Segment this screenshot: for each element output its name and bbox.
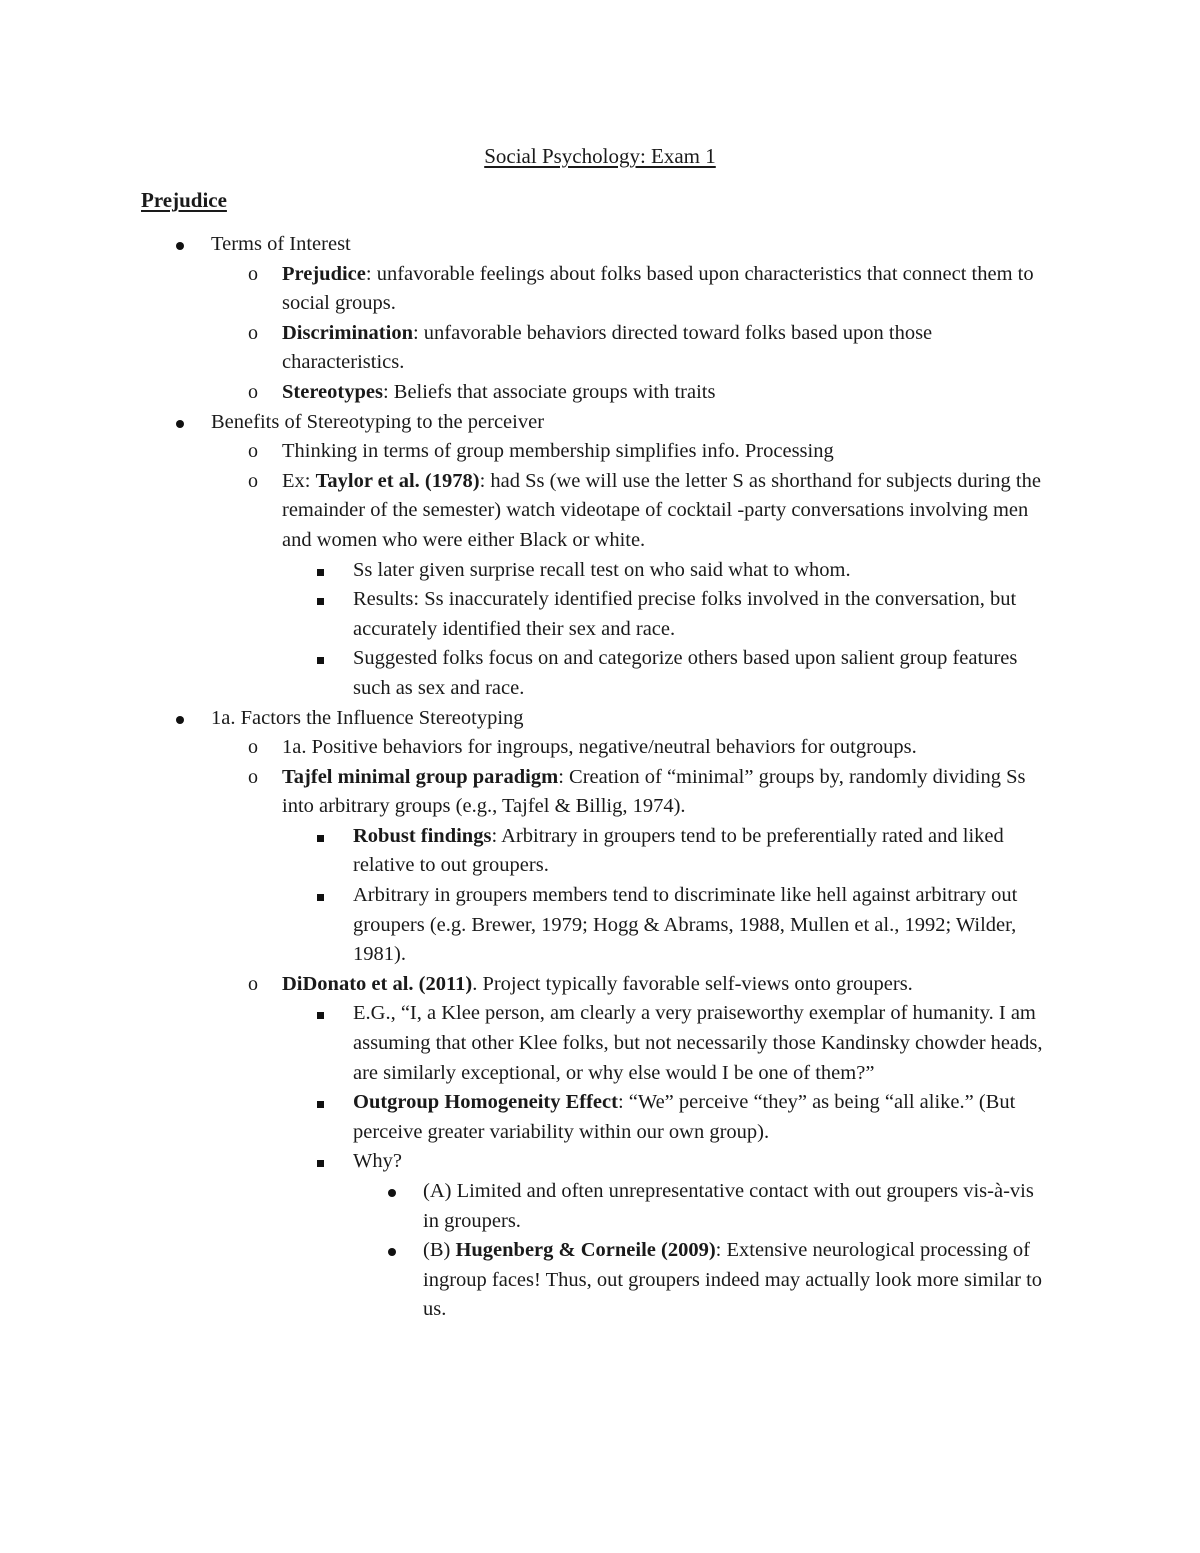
item-term: Outgroup Homogeneity Effect [353, 1091, 618, 1114]
item-term: Discrimination [282, 321, 413, 344]
bullet-marker [317, 1088, 324, 1118]
item-text: Results: Ss inaccurately identified precise folks involved in the conversation, but accurately identified their sex and race. [353, 588, 1017, 640]
item-text: : Beliefs that associate groups with traits [382, 380, 716, 403]
list-item [0, 585, 1053, 644]
list-item [0, 970, 1052, 1000]
item-term: DiDonato et al. (2011) [282, 972, 473, 995]
list-item [0, 733, 1052, 763]
item-term: Tajfel minimal group paradigm [282, 765, 559, 788]
list-item [0, 1177, 1053, 1236]
bullet-marker [317, 881, 324, 911]
item-text: : Arbitrary in groupers tend to be preferentially rated and liked relative to out groupers. [353, 824, 1004, 877]
bullet-circle-marker: o [248, 765, 258, 788]
item-text: Ss later given surprise recall test on who said what to whom. [353, 558, 851, 581]
list-item [0, 408, 1051, 438]
item-text: E.G., “I, a Klee person, am clearly a very praiseworthy exemplar of humanity. I am assuming that other Klee folks, but not necessarily those Kandinsky chowder heads, are similarly exceptional, or why else would I be one of them?” [353, 1002, 1043, 1084]
bullet-circle-marker: o [248, 736, 258, 759]
list-item [0, 1088, 1053, 1147]
item-text: : Extensive neurological processing of ingroup faces! Thus, out groupers indeed may actually look more similar to us. [423, 1239, 1043, 1321]
list-item [0, 556, 1053, 586]
bullet-square-icon [317, 598, 324, 605]
item-text: Terms of Interest [211, 233, 351, 255]
bullet-marker [317, 999, 324, 1029]
bullet-dot-icon [176, 716, 184, 724]
list-item [0, 763, 1052, 822]
item-text: : unfavorable feelings about folks based upon characteristics that connect them to social groups. [282, 262, 1034, 315]
bullet-marker [176, 704, 184, 734]
bullet-circle-marker: o [248, 380, 258, 403]
item-text: : Creation of “minimal” groups by, randomly dividing Ss into arbitrary groups (e.g., Tajfel & Billig, 1974). [282, 765, 1026, 818]
list-item [0, 881, 1053, 970]
bullet-marker [388, 1236, 396, 1266]
bullet-square-icon [317, 1160, 324, 1167]
bullet-circle-marker: o [248, 440, 258, 463]
bullet-dot-icon [388, 1248, 396, 1256]
item-term: Stereotypes [282, 380, 383, 403]
item-text: Thinking in terms of group membership simplifies info. Processing [282, 440, 834, 463]
bullet-marker [317, 556, 324, 586]
bullet-marker [176, 408, 184, 438]
bullet-marker [317, 644, 324, 674]
item-text: : unfavorable behaviors directed toward folks based upon those characteristics. [282, 321, 933, 374]
item-term: Robust findings [353, 824, 492, 847]
item-term: Prejudice [282, 262, 366, 285]
item-term: Hugenberg & Corneile (2009) [455, 1239, 716, 1262]
bullet-dot-icon [388, 1189, 396, 1197]
bullet-circle-marker: o [248, 321, 258, 344]
list-item [0, 230, 1051, 260]
bullet-square-icon [317, 569, 324, 576]
item-prefix: (B) [423, 1239, 456, 1262]
bullet-marker [317, 822, 324, 852]
item-text: Why? [353, 1150, 402, 1173]
list-item [0, 704, 1051, 734]
list-item [0, 467, 1052, 556]
item-text: Suggested folks focus on and categorize others based upon salient group features such as sex and race. [353, 647, 1018, 699]
item-text: . Project typically favorable self-views onto groupers. [472, 972, 913, 995]
list-item [0, 1236, 1053, 1325]
list-item [0, 378, 1052, 408]
bullet-dot-icon [176, 242, 184, 250]
bullet-circle-marker: o [248, 262, 258, 285]
item-text: : had Ss (we will use the letter S as shorthand for subjects during the remainder of the semester) watch videotape of cocktail -party conversations involving men and women who were either Black or white. [282, 469, 1041, 551]
section-heading: Prejudice [141, 188, 227, 212]
bullet-square-icon [317, 835, 324, 842]
list-item [0, 437, 1052, 467]
bullet-marker [388, 1177, 396, 1207]
bullet-marker [176, 230, 184, 260]
list-item [0, 999, 1053, 1088]
bullet-marker [317, 1147, 324, 1177]
list-item [0, 260, 1052, 319]
bullet-marker [317, 585, 324, 615]
item-text: : “We” perceive “they” as being “all alike.” (But perceive greater variability within our own group). [353, 1091, 1016, 1143]
bullet-dot-icon [176, 420, 184, 428]
item-term: Taylor et al. (1978) [315, 469, 480, 492]
list-item [0, 319, 1052, 378]
list-item [0, 644, 1053, 703]
page-title: Social Psychology: Exam 1 [484, 144, 716, 168]
bullet-square-icon [317, 1012, 324, 1019]
item-text: Benefits of Stereotyping to the perceiver [211, 410, 545, 433]
list-item [0, 1147, 1053, 1177]
item-text: 1a. Positive behaviors for ingroups, negative/neutral behaviors for outgroups. [282, 736, 917, 759]
bullet-circle-marker: o [248, 469, 258, 492]
item-prefix: Ex: [282, 469, 316, 492]
list-item [0, 822, 1053, 881]
bullet-square-icon [317, 894, 324, 901]
item-text: (A) Limited and often unrepresentative contact with out groupers vis-à-vis in groupers. [423, 1180, 1034, 1232]
bullet-circle-marker: o [248, 972, 258, 995]
bullet-square-icon [317, 657, 324, 664]
outline-list [0, 230, 1200, 1325]
bullet-square-icon [317, 1101, 324, 1108]
item-text: 1a. Factors the Influence Stereotyping [211, 706, 524, 729]
item-text: Arbitrary in groupers members tend to discriminate like hell against arbitrary out groupers (e.g. Brewer, 1979; Hogg & Abrams, 1988, Mullen et al., 1992; Wilder, 1981). [353, 884, 1018, 966]
